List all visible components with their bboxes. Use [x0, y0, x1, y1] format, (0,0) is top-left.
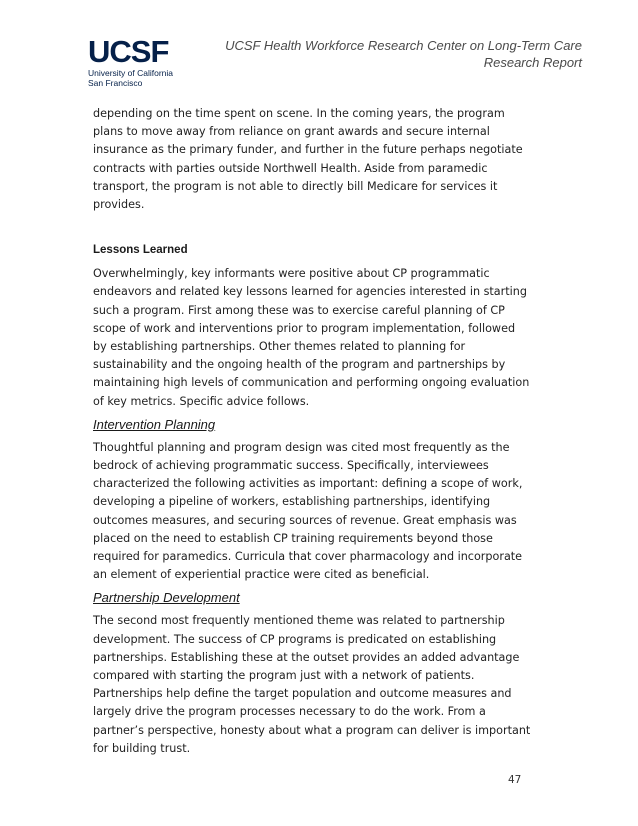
text-line: developing a pipeline of workers, establishing partnerships, identifying [93, 495, 491, 509]
header-title-line2: Research Report [483, 55, 582, 70]
text-line: an element of experiential practice were cited as beneficial. [93, 568, 430, 582]
text-line: development. The success of CP programs is predicated on establishing [93, 632, 497, 646]
text-line: insurance as the primary funder, and further in the future perhaps negotiate [93, 143, 523, 157]
text-line: for building trust. [93, 741, 191, 755]
text-line: compared with starting the program just with a network of patients. [93, 669, 475, 683]
text-line: Overwhelmingly, key informants were positive about CP programmatic [93, 267, 490, 281]
text-line: partnerships. Establishing these at the outset provides an added advantage [93, 650, 520, 664]
partnership-development-heading: Partnership Development [93, 590, 240, 606]
text-line: partner’s perspective, honesty about what a program can deliver is important [93, 723, 531, 737]
text-line: Thoughtful planning and program design was cited most frequently as the [93, 440, 510, 454]
text-line: largely drive the program processes necessary to do the work. From a [93, 705, 486, 719]
running-header [202, 37, 582, 71]
logo-campus-line: San Francisco [88, 77, 143, 88]
text-line: provides. [93, 198, 145, 212]
header-title-line1: UCSF Health Workforce Research Center on Long-Term Care [225, 38, 582, 53]
intro-paragraph [93, 105, 548, 214]
text-line: plans to move away from reliance on grant awards and secure internal [93, 125, 490, 139]
text-line: Partnerships help define the target population and outcome measures and [93, 687, 512, 701]
partnership-development-paragraph [93, 612, 548, 758]
text-line: scope of work and interventions prior to program implementation, followed [93, 321, 516, 335]
lessons-learned-heading: Lessons Learned [93, 244, 188, 257]
text-line: contracts with parties outside Northwell Health. Aside from paramedic [93, 161, 488, 175]
text-line: depending on the time spent on scene. In the coming years, the program [93, 107, 505, 120]
text-line: transport, the program is not able to directly bill Medicare for services it [93, 179, 498, 193]
page-content [93, 105, 548, 758]
text-line: maintaining high levels of communication and performing ongoing evaluation [93, 376, 530, 390]
ucsf-logo [88, 36, 178, 88]
intervention-planning-heading: Intervention Planning [93, 416, 216, 432]
page-number: 47 [508, 774, 522, 786]
text-line: sustainability and the ongoing health of the program and partnerships by [93, 358, 506, 372]
text-line: by establishing partnerships. Other themes related to planning for [93, 340, 466, 354]
logo-wordmark: UCSF [88, 34, 169, 69]
text-line: endeavors and related key lessons learned for agencies interested in starting [93, 285, 527, 299]
lessons-learned-paragraph [93, 265, 548, 411]
intervention-planning-paragraph [93, 439, 548, 585]
text-line: of key metrics. Specific advice follows. [93, 394, 310, 408]
text-line: such a program. First among these was to exercise careful planning of CP [93, 303, 505, 317]
text-line: placed on the need to establish CP training requirements beyond those [93, 531, 493, 545]
text-line: The second most frequently mentioned theme was related to partnership [93, 614, 505, 628]
logo-university-line: University of California [88, 68, 174, 78]
text-line: characterized the following activities as important: defining a scope of work, [93, 477, 523, 491]
text-line: required for paramedics. Curricula that cover pharmacology and incorporate [93, 550, 523, 564]
text-line: bedrock of achieving programmatic success. Specifically, interviewees [93, 459, 489, 473]
text-line: outcomes measures, and securing sources of revenue. Great emphasis was [93, 513, 517, 527]
